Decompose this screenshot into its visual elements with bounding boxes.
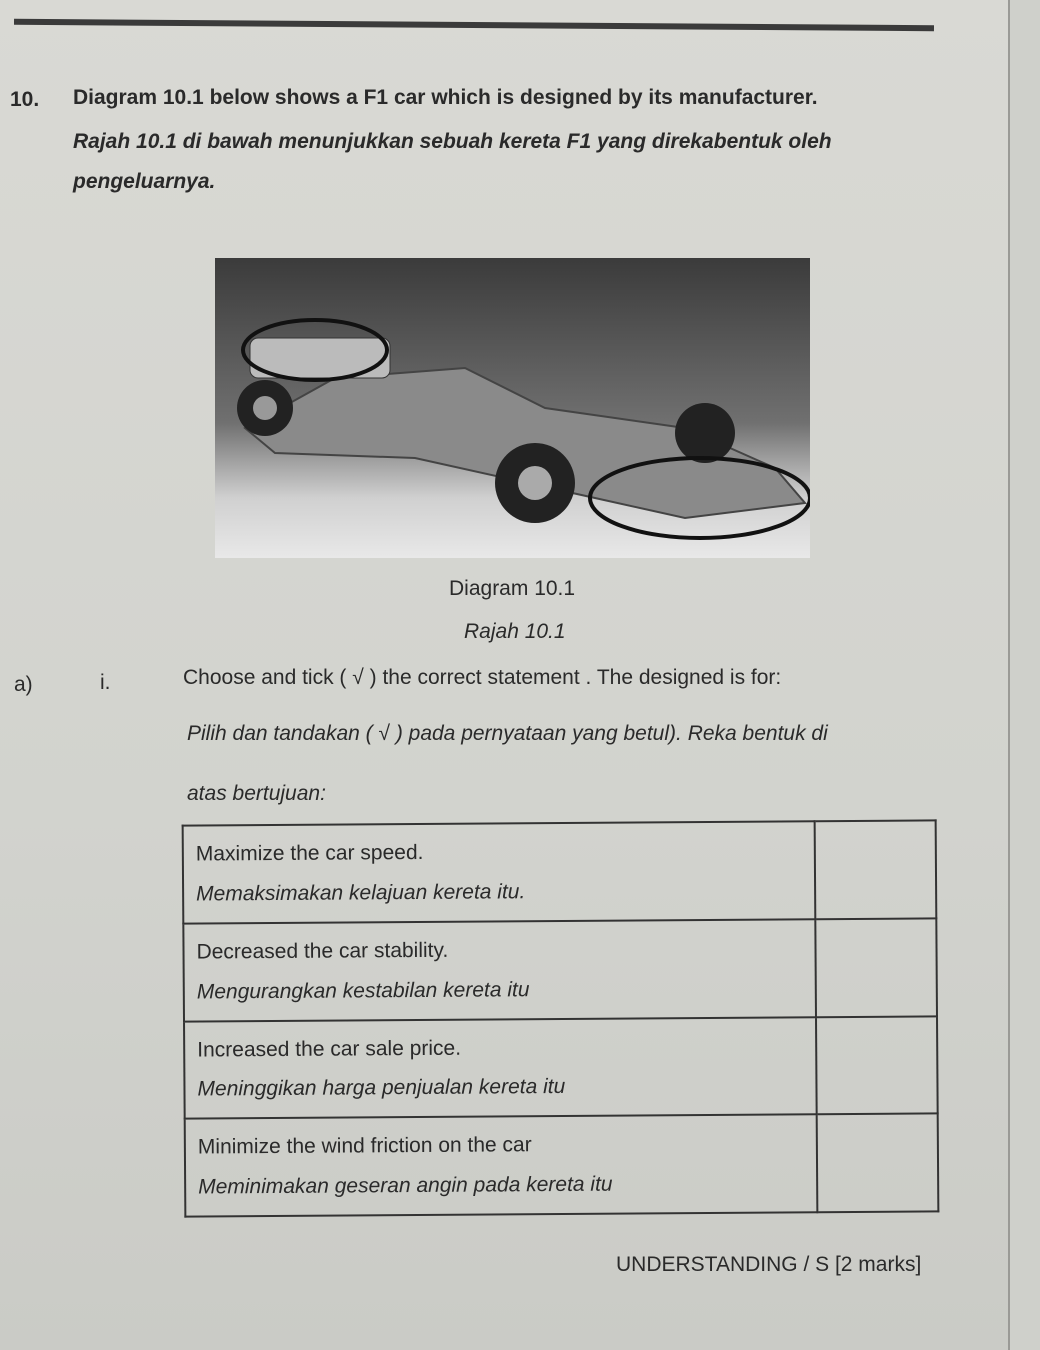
option-text bbox=[184, 1017, 817, 1119]
table-row bbox=[183, 820, 937, 923]
option-en: Increased the car sale price. bbox=[197, 1036, 462, 1062]
option-ms: Memaksimakan kelajuan kereta itu. bbox=[196, 880, 526, 906]
options-table bbox=[182, 819, 940, 1217]
sub-part-label: i. bbox=[100, 671, 111, 694]
option-ms: Meminimakan geseran angin pada kereta itu bbox=[198, 1172, 613, 1199]
instruction-ms: Pilih dan tandakan ( √ ) pada pernyataan yang betul). Reka bentuk di bbox=[187, 722, 828, 745]
option-text bbox=[185, 1115, 818, 1217]
option-text bbox=[183, 919, 816, 1021]
tick-box[interactable] bbox=[815, 918, 937, 1017]
table-row bbox=[185, 1114, 939, 1217]
instruction-en: Choose and tick ( √ ) the correct statement . The designed is for: bbox=[183, 666, 782, 689]
intro-ms: Rajah 10.1 di bawah menunjukkan sebuah kereta F1 yang direkabentuk oleh bbox=[73, 130, 832, 153]
option-en: Maximize the car speed. bbox=[195, 840, 424, 866]
option-en: Minimize the wind friction on the car bbox=[197, 1133, 532, 1159]
option-ms: Mengurangkan kestabilan kereta itu bbox=[196, 977, 530, 1004]
marks-label: UNDERSTANDING / S [2 marks] bbox=[616, 1253, 922, 1276]
intro-en: Diagram 10.1 below shows a F1 car which is designed by its manufacturer. bbox=[73, 86, 818, 109]
page-edge bbox=[1008, 0, 1010, 1350]
table-row bbox=[183, 918, 937, 1021]
tick-box[interactable] bbox=[815, 820, 937, 919]
diagram-caption-ms: Rajah 10.1 bbox=[464, 620, 566, 643]
instruction-ms-cont: atas bertujuan: bbox=[187, 782, 326, 805]
table-row bbox=[184, 1016, 938, 1119]
f1-car-image bbox=[215, 258, 810, 558]
tick-box[interactable] bbox=[816, 1016, 938, 1115]
diagram-caption-en: Diagram 10.1 bbox=[449, 577, 576, 600]
question-number: 10. bbox=[10, 88, 40, 111]
tick-box[interactable] bbox=[817, 1114, 939, 1213]
option-en: Decreased the car stability. bbox=[196, 938, 449, 964]
option-ms: Meninggikan harga penjualan kereta itu bbox=[197, 1075, 566, 1101]
intro-ms-cont: pengeluarnya. bbox=[73, 170, 216, 193]
option-text bbox=[183, 821, 816, 923]
part-label: a) bbox=[14, 673, 33, 696]
